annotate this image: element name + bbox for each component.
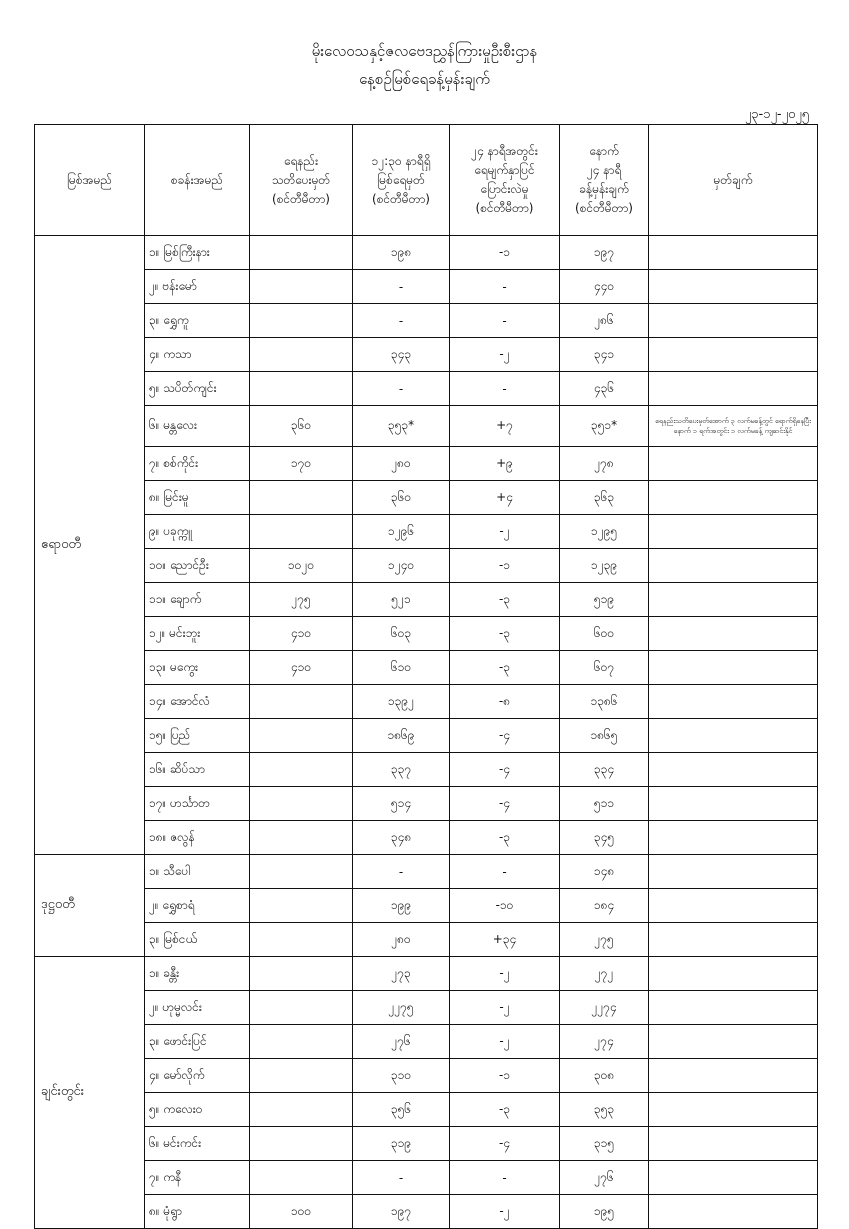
forecast-level: ၃၄၅ [560,821,649,855]
level-change: -၂ [450,1025,560,1059]
station-name: ၈။ မြင်းမူ [145,481,250,515]
level-change: -၃ [450,1093,560,1127]
remark [649,1161,818,1195]
forecast-level: ၃၅၃ [560,1093,649,1127]
station-name: ၇။ စစ်ကိုင်း [145,447,250,481]
forecast-level: ၁၈၆၅ [560,719,649,753]
remark [649,889,818,923]
danger-level [250,787,353,821]
level-change: -၁၀ [450,889,560,923]
table-row [35,447,818,481]
station-name: ၁၅။ ပြည် [145,719,250,753]
forecast-level: ၃၆၃ [560,481,649,515]
danger-level [250,991,353,1025]
danger-level [250,957,353,991]
station-name: ၁၆။ ဆိပ်သာ [145,753,250,787]
current-level: ၂၇၃ [353,957,450,991]
danger-level: ၁၀၀ [250,1195,353,1229]
current-level: ၃၅၃* [353,406,450,447]
danger-level [250,372,353,406]
remark [649,719,818,753]
header-change: ၂၄ နာရီအတွင်း ရေမျက်နှာပြင် ပြောင်းလဲမှု (စင်တီမီတာ) [450,125,560,236]
station-name: ၃။ ရွှေကူ [145,304,250,338]
current-level: ၁၈၆၉ [353,719,450,753]
level-change: -၄ [450,753,560,787]
danger-level: ၁၀၂၀ [250,549,353,583]
forecast-level: ၂၇၂ [560,957,649,991]
danger-level: ၄၁၀ [250,617,353,651]
remark [649,923,818,957]
current-level: ၁၂၉၆ [353,515,450,549]
forecast-level: ၂၇၆ [560,1161,649,1195]
remark [649,447,818,481]
current-level: ၂၇၆ [353,1025,450,1059]
level-change: -၁ [450,549,560,583]
forecast-level: ၁၂၃၉ [560,549,649,583]
level-change: -၃ [450,651,560,685]
danger-level [250,481,353,515]
remark [649,1059,818,1093]
danger-level [250,855,353,889]
forecast-level: ၁၉၇ [560,236,649,270]
level-change: -၂ [450,1195,560,1229]
station-name: ၉။ ပခုက္ကူ [145,515,250,549]
level-change: -၁ [450,236,560,270]
remark: ရေနည်းသတိပေးမှတ်အောက် ၃ လက်မခန့်တွင် ရောက်ရှိနေပြီး နောက် ၁ ရက်အတွင်း ၁ လက်မခန့် ကျဆင်းနိုင် [649,406,818,447]
danger-level: ၄၁၀ [250,651,353,685]
danger-level [250,685,353,719]
level-change: - [450,270,560,304]
forecast-level: ၂၇၄ [560,1025,649,1059]
level-change: -၃ [450,821,560,855]
danger-level: ၃၆၀ [250,406,353,447]
station-name: ၁၂။ မင်းဘူး [145,617,250,651]
table-row [35,481,818,515]
river-name: ဒုဋ္ဌဝတီ [35,855,145,957]
forecast-table [34,124,818,1229]
danger-level [250,1059,353,1093]
table-row [35,549,818,583]
table-row [35,957,818,991]
danger-level [250,889,353,923]
table-row [35,855,818,889]
forecast-level: ၁၂၉၅ [560,515,649,549]
station-name: ၁။ သီပေါ [145,855,250,889]
table-row [35,304,818,338]
remark [649,685,818,719]
river-name: ချင်းတွင်း [35,957,145,1229]
station-name: ၄။ ကသာ [145,338,250,372]
table-row [35,787,818,821]
station-name: ၆။ မန္တလေး [145,406,250,447]
remark [649,617,818,651]
current-level: - [353,855,450,889]
station-name: ၂။ ဗန်းမော် [145,270,250,304]
danger-level [250,923,353,957]
remark [649,1025,818,1059]
forecast-level: ၆၀၇ [560,651,649,685]
remark [649,338,818,372]
station-name: ၁။ ခန္တီး [145,957,250,991]
station-name: ၁၁။ ချောက် [145,583,250,617]
station-name: ၃။ ဖောင်းပြင် [145,1025,250,1059]
forecast-level: ၃၃၄ [560,753,649,787]
level-change: -၂ [450,338,560,372]
remark [649,855,818,889]
table-row [35,617,818,651]
station-name: ၁၄။ အောင်လံ [145,685,250,719]
level-change: -၈ [450,685,560,719]
level-change: - [450,855,560,889]
remark [649,1127,818,1161]
station-name: ၂။ ရွှေစာရံ [145,889,250,923]
station-name: ၁။ မြစ်ကြီးနား [145,236,250,270]
current-level: ၃၄၃ [353,338,450,372]
table-row [35,719,818,753]
station-name: ၃။ မြစ်ငယ် [145,923,250,957]
table-row [35,1025,818,1059]
current-level: - [353,1161,450,1195]
station-name: ၁၈။ ဇလွန် [145,821,250,855]
level-change: -၂ [450,515,560,549]
level-change: +၇ [450,406,560,447]
station-name: ၇။ ကနီ [145,1161,250,1195]
current-level: ၂၈၀ [353,447,450,481]
level-change: +၄ [450,481,560,515]
level-change: - [450,1161,560,1195]
current-level: ၅၂၁ [353,583,450,617]
station-name: ၆။ မင်းကင်း [145,1127,250,1161]
table-row [35,923,818,957]
level-change: -၂ [450,957,560,991]
danger-level [250,1093,353,1127]
danger-level: ၁၇၀ [250,447,353,481]
danger-level [250,1025,353,1059]
remark [649,481,818,515]
level-change: -၄ [450,719,560,753]
forecast-level: ၃၁၅ [560,1127,649,1161]
current-level: ၁၃၉၂ [353,685,450,719]
river-name: ဧရာဝတီ [35,236,145,855]
forecast-level: ၃၀၈ [560,1059,649,1093]
table-row [35,338,818,372]
header-row [35,125,818,236]
danger-level [250,515,353,549]
forecast-level: ၁၉၅ [560,1195,649,1229]
table-row [35,1059,818,1093]
current-level: ၃၁၉ [353,1127,450,1161]
header-river: မြစ်အမည် [35,125,145,236]
level-change: - [450,372,560,406]
forecast-level: ၅၁၉ [560,583,649,617]
forecast-level: ၂၇၅ [560,923,649,957]
station-name: ၈။ မုံရွာ [145,1195,250,1229]
header-current-level: ၁၂:၃၀ နာရီရှိ မြစ်ရေမှတ် (စင်တီမီတာ) [353,125,450,236]
table-row [35,515,818,549]
current-level: ၁၉၈ [353,236,450,270]
remark [649,821,818,855]
report-title: နေ့စဉ်မြစ်ရေခန့်မှန်းချက် [359,70,490,88]
table-body [35,236,818,1229]
level-change: -၂ [450,991,560,1025]
table-row [35,753,818,787]
table-row [35,372,818,406]
forecast-level: ၁၃၈၆ [560,685,649,719]
level-change: -၃ [450,583,560,617]
danger-level [250,338,353,372]
header-danger-level: ရေနည်း သတိပေးမှတ် (စင်တီမီတာ) [250,125,353,236]
forecast-level: ၆၀၀ [560,617,649,651]
current-level: - [353,304,450,338]
table-row [35,685,818,719]
forecast-level: ၁၈၄ [560,889,649,923]
forecast-level: ၂၂၇၄ [560,991,649,1025]
current-level: ၃၆၀ [353,481,450,515]
department-title: မိုးလေဝသနှင့်ဇလဗေဒညွှန်ကြားမှုဦးစီးဌာန [311,42,538,60]
station-name: ၁၃။ မကွေး [145,651,250,685]
table-row [35,583,818,617]
current-level: ၁၉၉ [353,889,450,923]
danger-level [250,304,353,338]
table-row [35,821,818,855]
danger-level [250,753,353,787]
current-level: ၂၈၀ [353,923,450,957]
danger-level [250,1161,353,1195]
remark [649,753,818,787]
forecast-level: ၄၄၀ [560,270,649,304]
danger-level [250,821,353,855]
forecast-level: ၃၅၁* [560,406,649,447]
remark [649,515,818,549]
level-change: - [450,304,560,338]
table-row [35,1127,818,1161]
remark [649,651,818,685]
current-level: ၂၂၇၅ [353,991,450,1025]
current-level: ၃၄၈ [353,821,450,855]
remark [649,270,818,304]
current-level: ၅၁၄ [353,787,450,821]
level-change: +၉ [450,447,560,481]
table-row [35,1093,818,1127]
table-row [35,651,818,685]
danger-level: ၂၇၅ [250,583,353,617]
table-row [35,889,818,923]
current-level: ၁၉၇ [353,1195,450,1229]
table-row [35,406,818,447]
current-level: ၁၂၄၀ [353,549,450,583]
remark [649,372,818,406]
forecast-level: ၃၄၁ [560,338,649,372]
report-date: ၂၃-၁၂-၂၀၂၅ [744,107,809,122]
current-level: ၃၅၆ [353,1093,450,1127]
remark [649,957,818,991]
header-station: စခန်းအမည် [145,125,250,236]
header-forecast: နောက် ၂၄ နာရီ ခန့်မှန်းချက် (စင်တီမီတာ) [560,125,649,236]
level-change: +၃၄ [450,923,560,957]
danger-level [250,719,353,753]
table-row [35,1161,818,1195]
current-level: ၆၀၃ [353,617,450,651]
remark [649,991,818,1025]
danger-level [250,1127,353,1161]
remark [649,549,818,583]
table-row [35,236,818,270]
level-change: -၁ [450,1059,560,1093]
station-name: ၁၇။ ဟင်္သာတ [145,787,250,821]
header-remark: မှတ်ချက် [649,125,818,236]
forecast-level: ၂၇၈ [560,447,649,481]
current-level: ၃၁၀ [353,1059,450,1093]
current-level: - [353,372,450,406]
current-level: - [353,270,450,304]
current-level: ၆၁၀ [353,651,450,685]
remark [649,1093,818,1127]
danger-level [250,236,353,270]
level-change: -၄ [450,1127,560,1161]
station-name: ၅။ သပိတ်ကျင်း [145,372,250,406]
forecast-level: ၅၁၁ [560,787,649,821]
danger-level [250,270,353,304]
station-name: ၁၀။ ညောင်ဦး [145,549,250,583]
table-row [35,270,818,304]
forecast-level: ၁၄၈ [560,855,649,889]
forecast-level: ၂၈၆ [560,304,649,338]
station-name: ၄။ မော်လိုက် [145,1059,250,1093]
current-level: ၃၃၇ [353,753,450,787]
remark [649,304,818,338]
station-name: ၂။ ဟုမ္မလင်း [145,991,250,1025]
level-change: -၄ [450,787,560,821]
remark [649,787,818,821]
table-row [35,991,818,1025]
remark [649,236,818,270]
forecast-level: ၄၃၆ [560,372,649,406]
level-change: -၃ [450,617,560,651]
station-name: ၅။ ကလေးဝ [145,1093,250,1127]
remark [649,583,818,617]
